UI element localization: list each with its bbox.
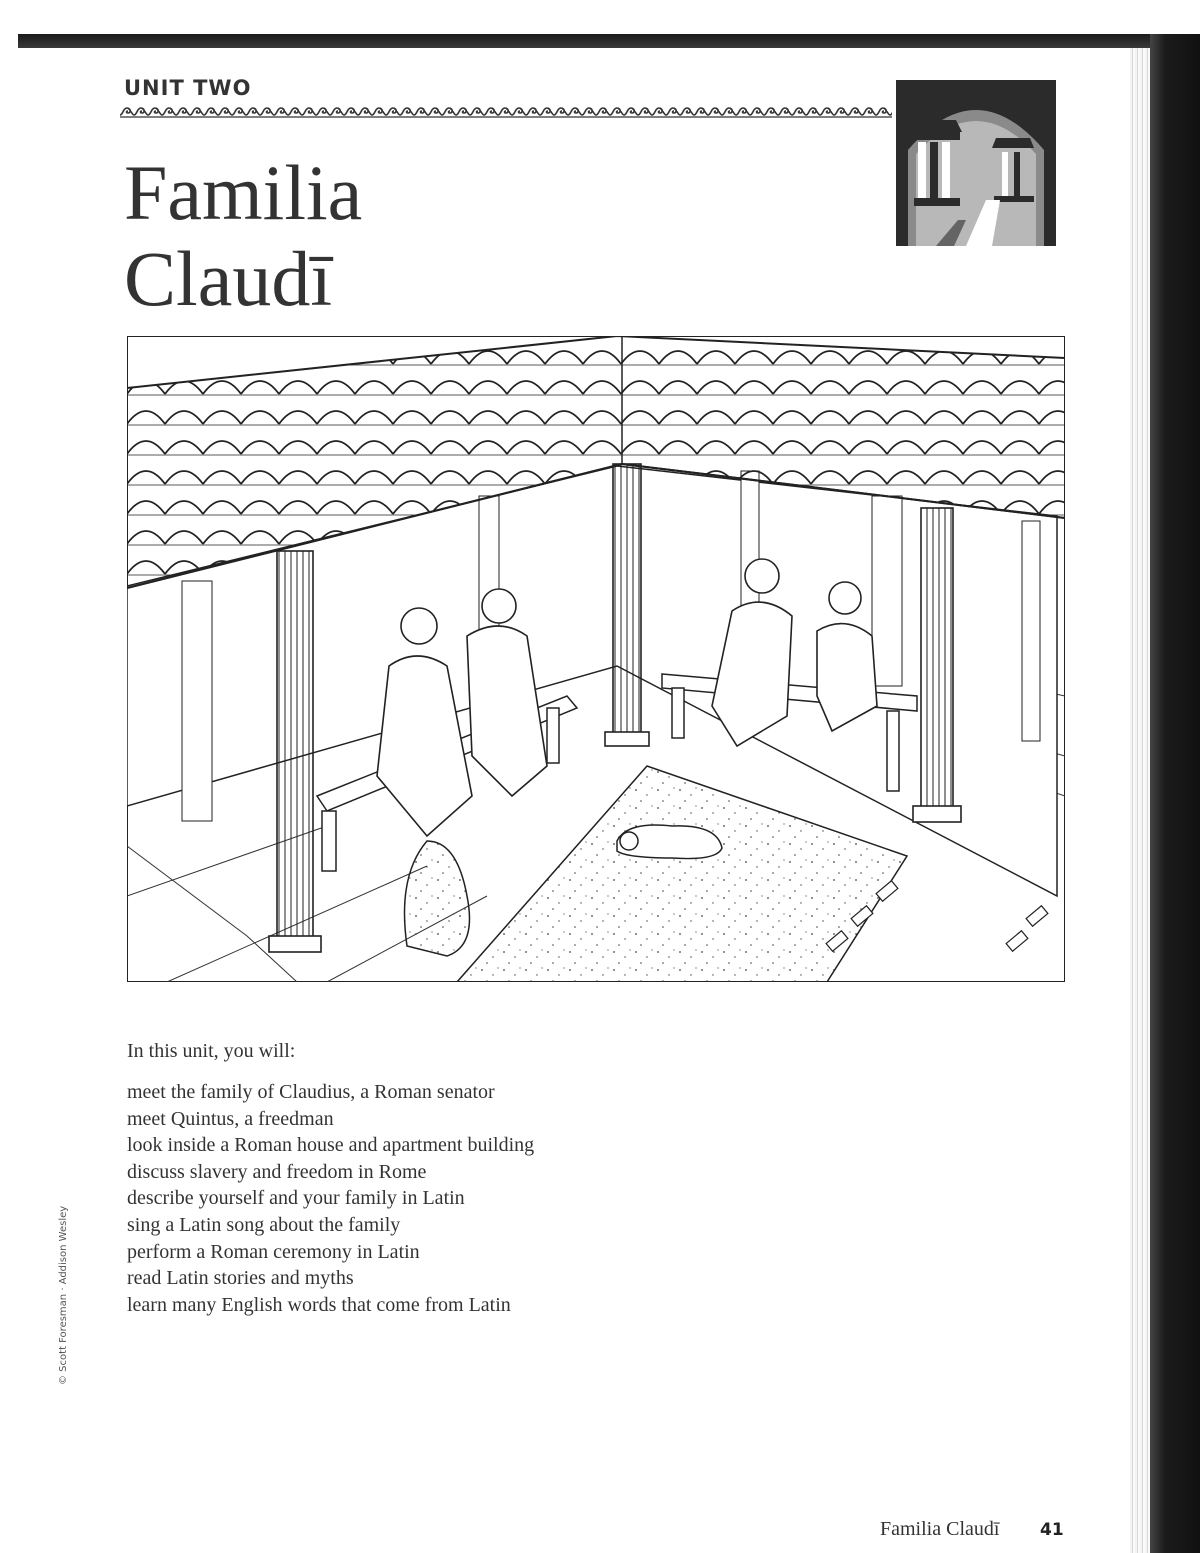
list-item: describe yourself and your family in Latin <box>127 1187 465 1210</box>
objectives-list <box>127 1079 534 1318</box>
list-item: discuss slavery and freedom in Rome <box>127 1160 427 1183</box>
running-title: Familia Claudī <box>880 1518 1000 1540</box>
wave-border-ornament <box>120 100 892 122</box>
roman-atrium-family-illustration <box>127 336 1065 982</box>
scan-shadow-top <box>18 34 1153 48</box>
page-edge <box>1130 48 1150 1553</box>
title-line-2: Claudī <box>124 235 332 322</box>
unit-label: UNIT TWO <box>124 76 252 100</box>
list-item: sing a Latin song about the family <box>127 1213 401 1236</box>
title-line-1: Familia <box>124 149 363 236</box>
list-item: meet Quintus, a freedman <box>127 1107 334 1130</box>
temple-archway-icon <box>896 80 1056 246</box>
list-item: read Latin stories and myths <box>127 1267 354 1290</box>
scan-shadow-right <box>1150 34 1200 1553</box>
list-item: meet the family of Claudius, a Roman senator <box>127 1081 495 1103</box>
page-title <box>124 150 362 322</box>
list-item: learn many English words that come from Latin <box>127 1293 511 1316</box>
copyright-notice: © Scott Foresman · Addison Wesley <box>58 1205 69 1385</box>
intro-text: In this unit, you will: <box>127 1040 296 1062</box>
list-item: perform a Roman ceremony in Latin <box>127 1240 420 1263</box>
list-item: look inside a Roman house and apartment building <box>127 1134 535 1157</box>
page-number: 41 <box>1040 1520 1064 1540</box>
